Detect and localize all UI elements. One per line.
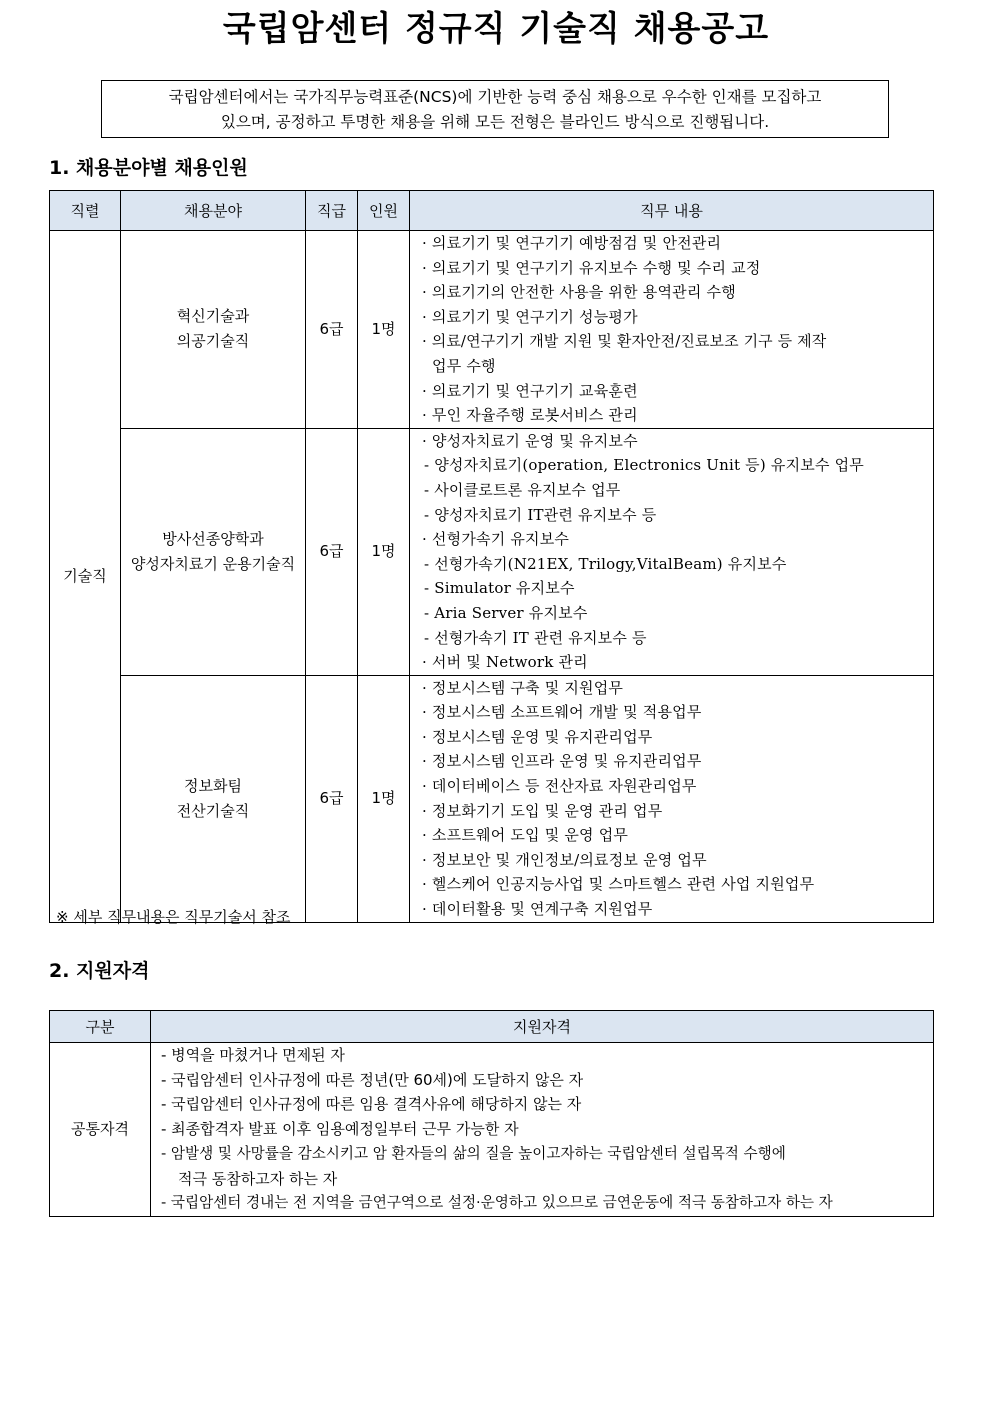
grade-cell: 6급 — [306, 675, 358, 922]
table-row — [50, 231, 934, 429]
table-row — [50, 1043, 934, 1217]
header-field: 채용분야 — [121, 191, 306, 231]
header-duties: 직무 내용 — [410, 191, 934, 231]
table-row — [50, 428, 934, 675]
intro-line: 있으며, 공정하고 투명한 채용을 위해 모든 전형은 블라인드 방식으로 진행됩니다. — [220, 113, 770, 131]
header-count: 인원 — [358, 191, 410, 231]
qualification-item: - 암발생 및 사망률을 감소시키고 암 환자들의 삶의 질을 높이고자하는 국립암센터 설립목적 수행에 — [161, 1144, 786, 1162]
duties-cell — [410, 231, 934, 429]
duty-item: · 정보시스템 소프트웨어 개발 및 적용업무 — [422, 703, 702, 722]
duty-item: · 소프트웨어 도입 및 운영 업무 — [422, 826, 629, 845]
qualification-item: - 최종합격자 발표 이후 임용예정일부터 근무 가능한 자 — [161, 1120, 519, 1139]
duty-item: · 무인 자율주행 로봇서비스 관리 — [422, 406, 638, 425]
duty-item: · 선형가속기 유지보수 — [422, 530, 570, 549]
field-line: 의공기술직 — [176, 332, 250, 351]
qualification-cell — [151, 1043, 934, 1217]
duty-subitem: - Simulator 유지보수 — [424, 579, 575, 598]
field-line: 방사선종양학과 — [162, 529, 264, 548]
qualification-item: - 병역을 마쳤거나 면제된 자 — [161, 1046, 345, 1064]
header-grade: 직급 — [306, 191, 358, 231]
field-line: 정보화팀 — [184, 776, 242, 795]
duty-item-continued: 업무 수행 — [432, 356, 496, 375]
field-cell — [121, 428, 306, 675]
duty-item: · 데이터활용 및 연계구축 지원업무 — [422, 900, 653, 919]
header-category: 구분 — [50, 1011, 151, 1043]
duty-item: · 의료기기 및 연구기기 예방점검 및 안전관리 — [422, 234, 722, 252]
duty-item: · 정보시스템 운영 및 유지관리업무 — [422, 727, 653, 746]
intro-line: 국립암센터에서는 국가직무능력표준(NCS)에 기반한 능력 중심 채용으로 우수한 인재를 모집하고 — [168, 88, 822, 106]
duty-item: · 의료기기 및 연구기기 교육훈련 — [422, 381, 638, 400]
duty-item: · 헬스케어 인공지능사업 및 스마트헬스 관련 사업 지원업무 — [422, 875, 815, 894]
count-cell: 1명 — [358, 428, 410, 675]
duty-subitem: - Aria Server 유지보수 — [424, 603, 588, 622]
duty-item: · 양성자치료기 운영 및 유지보수 — [422, 431, 638, 450]
qualification-item-continued: 적극 동참하고자 하는 자 — [178, 1169, 338, 1188]
duty-item: · 의료기기 및 연구기기 성능평가 — [422, 307, 638, 326]
table-row — [50, 675, 934, 922]
duty-subitem: - 양성자치료기(operation, Electronics Unit 등) 유지보수 업무 — [424, 456, 864, 475]
duty-item: · 서버 및 Network 관리 — [422, 653, 588, 672]
field-cell — [121, 675, 306, 922]
section-title-recruitment: 1. 채용분야별 채용인원 — [49, 157, 248, 179]
duty-item: · 정보화기기 도입 및 운영 관리 업무 — [422, 801, 663, 820]
duty-item: · 데이터베이스 등 전산자료 자원관리업무 — [422, 777, 697, 796]
grade-cell: 6급 — [306, 428, 358, 675]
count-cell: 1명 — [358, 675, 410, 922]
field-line: 전산기술직 — [176, 801, 250, 820]
series-cell: 기술직 — [50, 231, 121, 923]
field-line: 혁신기술과 — [176, 307, 250, 326]
category-cell: 공통자격 — [50, 1043, 151, 1217]
header-qualification: 지원자격 — [151, 1011, 934, 1043]
field-line: 양성자치료기 운용기술직 — [130, 554, 296, 573]
table-note: ※ 세부 직무내용은 직무기술서 참조 — [56, 908, 291, 926]
recruitment-table — [49, 190, 934, 923]
duty-item: · 정보시스템 구축 및 지원업무 — [422, 678, 624, 697]
qualification-item: - 국립암센터 경내는 전 지역을 금연구역으로 설정·운영하고 있으므로 금연운동에 적극 동참하고자 하는 자 — [161, 1194, 833, 1212]
intro-box — [101, 80, 889, 138]
duties-cell — [410, 428, 934, 675]
page-title: 국립암센터 정규직 기술직 채용공고 — [222, 9, 770, 49]
duty-subitem: - 선형가속기 IT 관련 유지보수 등 — [424, 628, 647, 647]
grade-cell: 6급 — [306, 231, 358, 429]
duty-subitem: - 사이클로트론 유지보수 업무 — [424, 480, 621, 499]
count-cell: 1명 — [358, 231, 410, 429]
duties-cell — [410, 675, 934, 922]
qualification-item: - 국립암센터 인사규정에 따른 임용 결격사유에 해당하지 않는 자 — [161, 1095, 582, 1114]
duty-item: · 의료기기 및 연구기기 유지보수 수행 및 수리 교정 — [422, 258, 761, 277]
duty-item: · 의료/연구기기 개발 지원 및 환자안전/진료보조 기구 등 제작 — [422, 332, 827, 351]
field-cell — [121, 231, 306, 429]
duty-item: · 정보시스템 인프라 운영 및 유지관리업무 — [422, 752, 702, 771]
duty-item: · 정보보안 및 개인정보/의료정보 운영 업무 — [422, 850, 707, 869]
duty-item: · 의료기기의 안전한 사용을 위한 용역관리 수행 — [422, 283, 736, 302]
qualification-item: - 국립암센터 인사규정에 따른 정년(만 60세)에 도달하지 않은 자 — [161, 1070, 584, 1089]
section-title-qualifications: 2. 지원자격 — [49, 960, 150, 982]
duty-subitem: - 선형가속기(N21EX, Trilogy,VitalBeam) 유지보수 — [424, 554, 787, 573]
qualifications-table — [49, 1010, 934, 1217]
duty-subitem: - 양성자치료기 IT관련 유지보수 등 — [424, 505, 657, 524]
header-series: 직렬 — [50, 191, 121, 231]
